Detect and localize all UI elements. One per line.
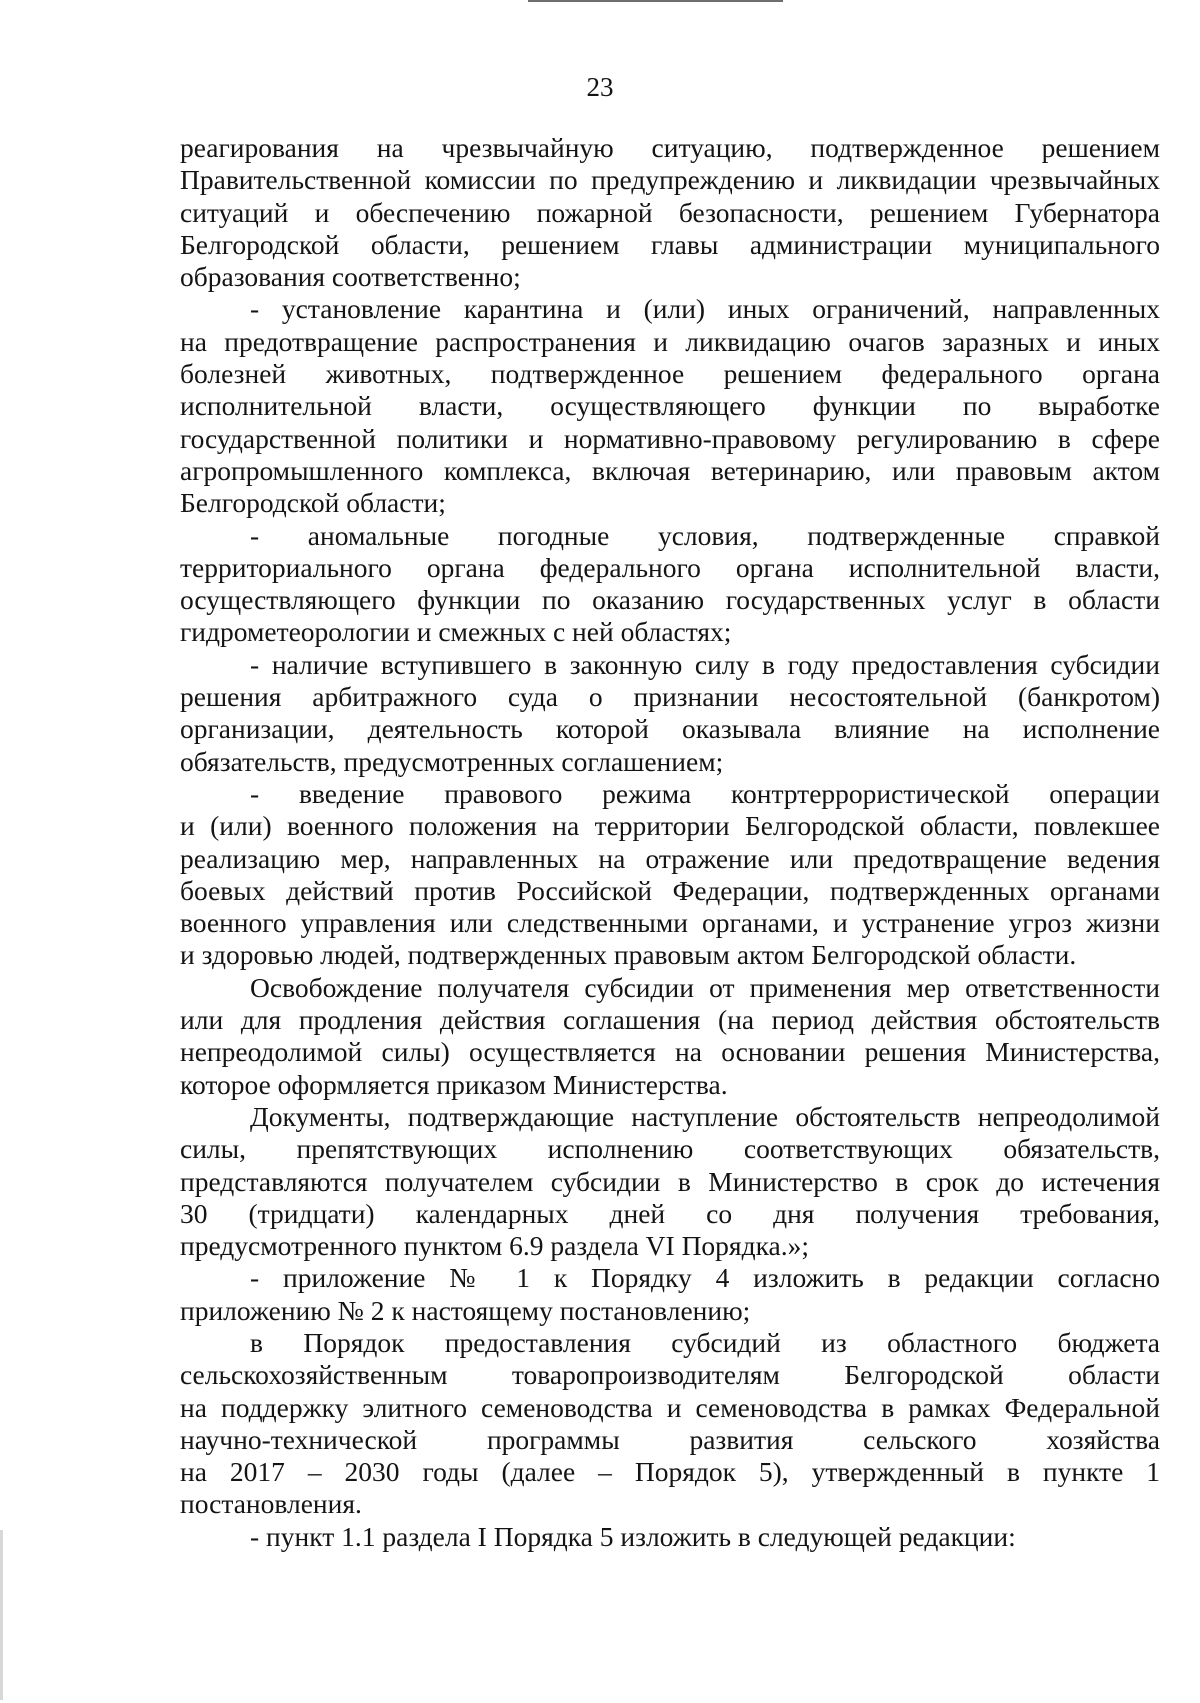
text-line: и (или) военного положения на территории Белгородской области, повлекшее bbox=[180, 810, 1160, 842]
text-line: - наличие вступившего в законную силу в году предоставления субсидии bbox=[250, 648, 1160, 680]
text-line: обязательств, предусмотренных соглашением; bbox=[180, 745, 724, 777]
text-line: научно-технической программы развития сельского хозяйства bbox=[180, 1423, 1160, 1455]
text-line: реагирования на чрезвычайную ситуацию, подтвержденное решением bbox=[180, 132, 1160, 163]
scan-edge-shadow bbox=[0, 1530, 3, 1700]
text-line: - аномальные погодные условия, подтвержденные справкой bbox=[250, 519, 1160, 551]
text-line: осуществляющего функции по оказанию государственных услуг в области bbox=[180, 584, 1160, 616]
text-line: Белгородской области, решением главы администрации муниципального bbox=[180, 228, 1160, 260]
text-line: непреодолимой силы) осуществляется на основании решения Министерства, bbox=[180, 1036, 1160, 1068]
text-line: Белгородской области; bbox=[180, 487, 446, 519]
text-line: агропромышленного комплекса, включая ветеринарию, или правовым актом bbox=[180, 454, 1160, 486]
text-line: на предотвращение распространения и ликвидацию очагов заразных и иных bbox=[180, 325, 1160, 357]
text-line: ситуаций и обеспечению пожарной безопасности, решением Губернатора bbox=[180, 196, 1160, 228]
text-line: и здоровью людей, подтвержденных правовым актом Белгородской области. bbox=[180, 939, 1077, 971]
text-line: представляются получателем субсидии в Министерство в срок до истечения bbox=[180, 1165, 1160, 1197]
text-line: постановления. bbox=[180, 1488, 362, 1520]
top-rule bbox=[528, 0, 783, 2]
text-line: которое оформляется приказом Министерства. bbox=[180, 1068, 728, 1100]
text-line: - установление карантина и (или) иных ограничений, направленных bbox=[250, 293, 1160, 325]
text-line: на 2017 – 2030 годы (далее – Порядок 5), утвержденный в пункте 1 bbox=[180, 1456, 1160, 1488]
text-line: исполнительной власти, осуществляющего функции по выработке bbox=[180, 390, 1160, 422]
text-line: гидрометеорологии и смежных с ней областях; bbox=[180, 616, 732, 648]
text-line: Правительственной комиссии по предупреждению и ликвидации чрезвычайных bbox=[180, 164, 1160, 196]
text-line: - пункт 1.1 раздела I Порядка 5 изложить в следующей редакции: bbox=[250, 1520, 1016, 1552]
text-line: образования соответственно; bbox=[180, 261, 521, 293]
text-line: Документы, подтверждающие наступление обстоятельств непреодолимой bbox=[250, 1100, 1160, 1132]
text-line: организации, деятельность которой оказывала влияние на исполнение bbox=[180, 713, 1160, 745]
document-body bbox=[180, 132, 1160, 1553]
text-line: - введение правового режима контртеррористической операции bbox=[250, 777, 1160, 809]
text-line: боевых действий против Российской Федерации, подтвержденных органами bbox=[180, 874, 1160, 906]
text-line: военного управления или следственными органами, и устранение угроз жизни bbox=[180, 907, 1160, 939]
text-line: в Порядок предоставления субсидий из областного бюджета bbox=[250, 1326, 1160, 1358]
text-line: 30 (тридцати) календарных дней со дня получения требования, bbox=[180, 1197, 1160, 1229]
text-line: Освобождение получателя субсидии от применения мер ответственности bbox=[250, 971, 1160, 1003]
text-line: предусмотренного пунктом 6.9 раздела VI Порядка.»; bbox=[180, 1230, 809, 1262]
text-line: или для продления действия соглашения (на период действия обстоятельств bbox=[180, 1004, 1160, 1036]
text-line: на поддержку элитного семеноводства и семеноводства в рамках Федеральной bbox=[180, 1391, 1160, 1423]
text-line: решения арбитражного суда о признании несостоятельной (банкротом) bbox=[180, 681, 1160, 713]
text-line: реализацию мер, направленных на отражение или предотвращение ведения bbox=[180, 842, 1160, 874]
text-line: болезней животных, подтвержденное решением федерального органа bbox=[180, 358, 1160, 390]
text-line: государственной политики и нормативно-правовому регулированию в сфере bbox=[180, 422, 1160, 454]
text-line: силы, препятствующих исполнению соответствующих обязательств, bbox=[180, 1133, 1160, 1165]
text-line: приложению № 2 к настоящему постановлению; bbox=[180, 1294, 751, 1326]
page-number: 23 bbox=[586, 72, 614, 102]
text-line: территориального органа федерального органа исполнительной власти, bbox=[180, 551, 1160, 583]
text-line: сельскохозяйственным товаропроизводителям Белгородской области bbox=[180, 1359, 1160, 1391]
text-line: - приложение № 1 к Порядку 4 изложить в редакции согласно bbox=[250, 1262, 1160, 1294]
